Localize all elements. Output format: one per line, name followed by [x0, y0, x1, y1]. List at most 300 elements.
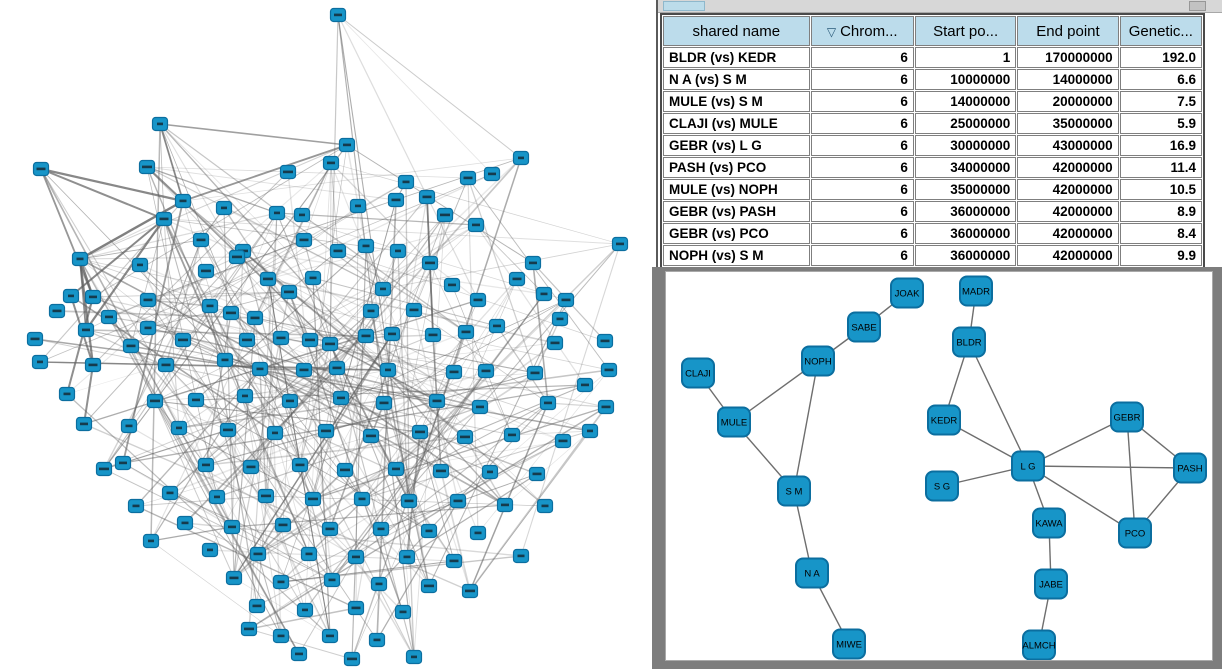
node-label-smudge	[133, 505, 140, 508]
network-node[interactable]	[218, 354, 233, 367]
table-cell-shared_name: NOPH (vs) S M	[663, 245, 810, 266]
network-node[interactable]	[153, 118, 168, 131]
network-node[interactable]	[364, 305, 379, 318]
network-node[interactable]	[510, 273, 525, 286]
network-node[interactable]	[364, 430, 379, 443]
network-node[interactable]	[133, 259, 148, 272]
network-node[interactable]	[422, 525, 437, 538]
network-node[interactable]	[553, 313, 568, 326]
network-node-NA[interactable]	[796, 559, 828, 588]
network-node[interactable]	[445, 279, 460, 292]
node-label-smudge	[31, 338, 40, 341]
node-label-smudge	[119, 462, 127, 465]
network-node[interactable]	[73, 253, 88, 266]
network-node[interactable]	[253, 363, 268, 376]
scrollbar-thumb[interactable]	[663, 1, 705, 11]
network-node[interactable]	[203, 300, 218, 313]
network-node[interactable]	[528, 367, 543, 380]
node-label-smudge	[283, 171, 293, 174]
table-row[interactable]	[663, 245, 1202, 266]
node-label-smudge	[465, 590, 475, 593]
network-node[interactable]	[490, 320, 505, 333]
network-node[interactable]	[391, 245, 406, 258]
node-label-smudge	[450, 560, 459, 563]
node-label-smudge	[286, 400, 294, 403]
network-node[interactable]	[359, 240, 374, 253]
table-cell-end_point: 42000000	[1017, 245, 1118, 266]
network-edge-GEBR-PCO	[1127, 417, 1135, 533]
network-node[interactable]	[210, 491, 225, 504]
node-label: SABE	[851, 322, 877, 334]
network-node[interactable]	[578, 379, 593, 392]
node-label: S G	[933, 481, 951, 493]
network-node[interactable]	[77, 418, 92, 431]
network-node[interactable]	[293, 459, 308, 472]
network-node[interactable]	[613, 238, 628, 251]
table-row[interactable]	[663, 69, 1202, 90]
network-node[interactable]	[377, 397, 392, 410]
filter-icon[interactable]: ▽	[826, 24, 837, 39]
network-node-GEBR[interactable]	[1111, 403, 1143, 432]
table-row[interactable]	[663, 179, 1202, 200]
network-node[interactable]	[163, 487, 178, 500]
network-node[interactable]	[224, 307, 239, 320]
network-node[interactable]	[349, 551, 364, 564]
node-label-smudge	[300, 239, 309, 242]
network-node[interactable]	[230, 251, 245, 264]
network-node[interactable]	[176, 195, 191, 208]
network-node[interactable]	[157, 213, 172, 226]
network-node[interactable]	[402, 495, 417, 508]
node-label-smudge	[352, 556, 360, 559]
network-node[interactable]	[430, 395, 445, 408]
network-node[interactable]	[530, 468, 545, 481]
network-node[interactable]	[306, 272, 321, 285]
node-label-smudge	[544, 402, 552, 405]
network-node[interactable]	[469, 219, 484, 232]
network-node[interactable]	[238, 390, 253, 403]
network-node[interactable]	[420, 191, 435, 204]
network-node[interactable]	[297, 234, 312, 247]
network-node[interactable]	[60, 388, 75, 401]
network-node[interactable]	[537, 288, 552, 301]
table-cell-genetic: 8.9	[1120, 201, 1202, 222]
table-header-row	[663, 16, 1202, 46]
network-node[interactable]	[324, 157, 339, 170]
network-node[interactable]	[50, 305, 65, 318]
network-node[interactable]	[298, 604, 313, 617]
network-node[interactable]	[295, 209, 310, 222]
network-node[interactable]	[86, 359, 101, 372]
network-node[interactable]	[122, 420, 137, 433]
node-label: ALMCH	[1022, 640, 1056, 652]
node-label-smudge	[178, 339, 188, 342]
network-node-PCO[interactable]	[1119, 519, 1151, 548]
network-node[interactable]	[372, 578, 387, 591]
network-node[interactable]	[514, 152, 529, 165]
network-node[interactable]	[385, 328, 400, 341]
network-node[interactable]	[159, 359, 174, 372]
node-label-smudge	[562, 299, 571, 302]
network-node-SM[interactable]	[778, 477, 810, 506]
network-node[interactable]	[376, 283, 391, 296]
network-node-ALMCH[interactable]	[1022, 631, 1055, 660]
network-node[interactable]	[461, 172, 476, 185]
network-node[interactable]	[283, 395, 298, 408]
network-node[interactable]	[463, 585, 478, 598]
network-node[interactable]	[479, 365, 494, 378]
network-node[interactable]	[259, 490, 274, 503]
network-node[interactable]	[351, 200, 366, 213]
network-node[interactable]	[281, 166, 296, 179]
node-label-smudge	[488, 173, 496, 176]
network-node[interactable]	[79, 324, 94, 337]
table-scrollbar[interactable]	[658, 0, 1222, 13]
node-label-smudge	[602, 406, 611, 409]
node-label-smudge	[207, 305, 214, 308]
network-node[interactable]	[451, 495, 466, 508]
network-node[interactable]	[473, 401, 488, 414]
network-node[interactable]	[370, 634, 385, 647]
network-node[interactable]	[526, 257, 541, 270]
column-header-shared_name[interactable]	[663, 16, 810, 46]
table-cell-genetic: 6.6	[1120, 69, 1202, 90]
table-cell-shared_name: MULE (vs) S M	[663, 91, 810, 112]
node-label-smudge	[157, 123, 163, 126]
network-node[interactable]	[413, 426, 428, 439]
network-node[interactable]	[261, 273, 276, 286]
network-node[interactable]	[240, 334, 255, 347]
network-node[interactable]	[338, 464, 353, 477]
network-node[interactable]	[144, 535, 159, 548]
network-node[interactable]	[282, 286, 297, 299]
table-cell-chromosome: 6	[811, 201, 914, 222]
network-node[interactable]	[297, 364, 312, 377]
node-label-smudge	[278, 581, 285, 584]
network-edge	[147, 167, 277, 213]
node-label-smudge	[221, 207, 227, 210]
node-label: L G	[1020, 461, 1036, 473]
table-cell-chromosome: 6	[811, 135, 914, 156]
network-node[interactable]	[303, 334, 318, 347]
network-edge	[136, 506, 356, 608]
network-node[interactable]	[292, 648, 307, 661]
network-node[interactable]	[217, 202, 232, 215]
network-node[interactable]	[359, 330, 374, 343]
network-node[interactable]	[227, 572, 242, 585]
table-row[interactable]	[663, 223, 1202, 244]
network-node[interactable]	[438, 209, 453, 222]
network-node[interactable]	[124, 340, 139, 353]
node-label-smudge	[150, 400, 160, 403]
node-label-smudge	[99, 468, 109, 471]
table-row[interactable]	[663, 91, 1202, 112]
network-node[interactable]	[498, 499, 513, 512]
network-node-BLDR[interactable]	[953, 328, 985, 357]
network-node[interactable]	[251, 548, 266, 561]
network-node[interactable]	[129, 500, 144, 513]
network-node[interactable]	[276, 519, 291, 532]
network-node-JOAK[interactable]	[891, 279, 923, 308]
network-node[interactable]	[505, 429, 520, 442]
network-node[interactable]	[447, 555, 462, 568]
network-node[interactable]	[485, 168, 500, 181]
network-node[interactable]	[323, 338, 338, 351]
node-label-smudge	[551, 342, 560, 345]
network-node[interactable]	[541, 397, 556, 410]
network-node[interactable]	[389, 194, 404, 207]
network-edge	[468, 178, 609, 370]
network-node[interactable]	[86, 291, 101, 304]
network-node-PASH[interactable]	[1174, 454, 1206, 483]
network-edge	[338, 15, 521, 158]
node-label-smudge	[89, 296, 97, 299]
column-header-label: Genetic...	[1128, 22, 1193, 40]
network-node[interactable]	[274, 332, 289, 345]
network-node[interactable]	[349, 602, 364, 615]
node-label-smudge	[362, 335, 371, 338]
network-node[interactable]	[189, 394, 204, 407]
network-node[interactable]	[176, 334, 191, 347]
table-cell-start_position: 35000000	[915, 179, 1016, 200]
network-node[interactable]	[178, 517, 193, 530]
network-node[interactable]	[274, 630, 289, 643]
node-label-smudge	[105, 316, 113, 319]
network-node[interactable]	[274, 576, 289, 589]
table-cell-end_point: 42000000	[1017, 157, 1118, 178]
network-node-KEDR[interactable]	[928, 406, 960, 435]
network-detail-canvas[interactable]	[666, 272, 1212, 660]
node-label-smudge	[53, 310, 62, 313]
network-node[interactable]	[248, 312, 263, 325]
node-label-smudge	[400, 611, 407, 614]
network-node[interactable]	[345, 653, 360, 666]
network-node[interactable]	[270, 207, 285, 220]
network-node[interactable]	[33, 356, 48, 369]
network-node-MULE[interactable]	[718, 408, 750, 437]
network-node[interactable]	[559, 294, 574, 307]
node-label-smudge	[559, 440, 568, 443]
table-cell-end_point: 43000000	[1017, 135, 1118, 156]
node-label: BLDR	[956, 337, 982, 349]
network-node[interactable]	[102, 311, 117, 324]
node-label-smudge	[392, 199, 401, 202]
node-label-smudge	[448, 284, 456, 287]
table-cell-genetic: 16.9	[1120, 135, 1202, 156]
network-node-MIWE[interactable]	[833, 630, 865, 659]
network-node[interactable]	[400, 551, 415, 564]
node-label-smudge	[251, 317, 260, 320]
network-node[interactable]	[141, 322, 156, 335]
table-cell-chromosome: 6	[811, 47, 914, 68]
network-node[interactable]	[203, 544, 218, 557]
network-node[interactable]	[325, 574, 340, 587]
network-node[interactable]	[244, 461, 259, 474]
network-node[interactable]	[331, 245, 346, 258]
column-header-chromosome[interactable]	[811, 16, 914, 46]
table-row[interactable]	[663, 135, 1202, 156]
network-node[interactable]	[319, 425, 334, 438]
network-node-NOPH[interactable]	[802, 347, 834, 376]
network-node-SABE[interactable]	[848, 313, 880, 342]
network-node[interactable]	[599, 401, 614, 414]
network-node[interactable]	[242, 623, 257, 636]
network-node[interactable]	[598, 335, 613, 348]
network-node[interactable]	[483, 466, 498, 479]
network-node[interactable]	[64, 290, 79, 303]
network-node[interactable]	[334, 392, 349, 405]
network-node[interactable]	[422, 580, 437, 593]
node-label-smudge	[302, 609, 308, 612]
network-node[interactable]	[194, 234, 209, 247]
node-label-smudge	[176, 427, 182, 430]
network-node[interactable]	[407, 651, 422, 664]
table-cell-start_position: 36000000	[915, 223, 1016, 244]
node-label-smudge	[334, 250, 343, 253]
network-node[interactable]	[381, 364, 396, 377]
network-node[interactable]	[389, 463, 404, 476]
network-node[interactable]	[148, 395, 163, 408]
table-row[interactable]	[663, 201, 1202, 222]
network-edge-LG-PASH	[1028, 466, 1190, 468]
node-label-smudge	[374, 639, 381, 642]
node-label-smudge	[337, 397, 345, 400]
node-label-smudge	[411, 656, 417, 659]
table-cell-shared_name: PASH (vs) PCO	[663, 157, 810, 178]
network-node-KAWA[interactable]	[1033, 509, 1065, 538]
table-cell-end_point: 42000000	[1017, 179, 1118, 200]
network-node[interactable]	[583, 425, 598, 438]
table-row[interactable]	[663, 47, 1202, 68]
network-node-JABE[interactable]	[1035, 570, 1067, 599]
network-node[interactable]	[458, 431, 473, 444]
node-label-smudge	[533, 473, 542, 476]
table-cell-chromosome: 6	[811, 157, 914, 178]
network-node[interactable]	[140, 161, 155, 174]
network-node[interactable]	[302, 548, 317, 561]
node-label-smudge	[462, 331, 471, 334]
network-node[interactable]	[538, 500, 553, 513]
node-label: KEDR	[930, 415, 958, 427]
node-label-smudge	[460, 436, 470, 439]
network-node[interactable]	[340, 139, 355, 152]
network-node-LG[interactable]	[1012, 452, 1044, 481]
network-node[interactable]	[407, 304, 422, 317]
node-label-smudge	[513, 278, 522, 281]
node-label-smudge	[77, 258, 84, 261]
network-edge	[41, 169, 164, 219]
network-node[interactable]	[447, 366, 462, 379]
column-header-label: Start po...	[933, 22, 999, 40]
scrollbar-button[interactable]	[1189, 1, 1206, 11]
network-node[interactable]	[323, 630, 338, 643]
network-node[interactable]	[423, 257, 438, 270]
column-header-label: shared name	[692, 22, 781, 40]
column-header-start_position[interactable]	[915, 16, 1016, 46]
table-row[interactable]	[663, 113, 1202, 134]
node-label: KAWA	[1035, 518, 1063, 530]
network-edge	[41, 169, 93, 297]
network-node[interactable]	[268, 427, 283, 440]
network-node-MADR[interactable]	[960, 277, 992, 306]
network-node[interactable]	[426, 329, 441, 342]
network-node[interactable]	[374, 523, 389, 536]
network-node[interactable]	[459, 326, 474, 339]
network-node[interactable]	[602, 364, 617, 377]
network-node[interactable]	[471, 527, 486, 540]
table-cell-shared_name: MULE (vs) NOPH	[663, 179, 810, 200]
table-row[interactable]	[663, 157, 1202, 178]
network-node[interactable]	[396, 606, 411, 619]
table-cell-end_point: 14000000	[1017, 69, 1118, 90]
network-node[interactable]	[199, 459, 214, 472]
node-label-smudge	[380, 402, 389, 405]
node-label: PCO	[1124, 528, 1146, 540]
network-node[interactable]	[514, 550, 529, 563]
node-label-smudge	[89, 364, 98, 367]
network-node[interactable]	[172, 422, 187, 435]
network-node[interactable]	[471, 294, 486, 307]
table-cell-chromosome: 6	[811, 179, 914, 200]
network-node[interactable]	[28, 333, 43, 346]
node-label: GEBR	[1113, 412, 1141, 424]
node-label-smudge	[464, 177, 473, 180]
network-node[interactable]	[225, 521, 240, 534]
node-label-smudge	[144, 299, 153, 302]
node-label: PASH	[1177, 463, 1203, 475]
column-header-genetic[interactable]	[1120, 16, 1202, 46]
network-node[interactable]	[556, 435, 571, 448]
node-label-smudge	[145, 327, 152, 330]
node-label-smudge	[207, 549, 213, 552]
results-table-panel	[656, 0, 1222, 267]
network-node[interactable]	[331, 9, 346, 22]
network-node[interactable]	[199, 265, 214, 278]
column-header-end_point[interactable]	[1017, 16, 1118, 46]
node-label-smudge	[272, 432, 278, 435]
network-node[interactable]	[548, 337, 563, 350]
network-node[interactable]	[434, 465, 449, 478]
network-node[interactable]	[323, 523, 338, 536]
node-label-smudge	[182, 522, 189, 525]
network-node[interactable]	[34, 163, 49, 176]
network-node-SG[interactable]	[926, 472, 958, 501]
network-node[interactable]	[116, 457, 131, 470]
node-label-smudge	[392, 468, 400, 471]
table-cell-shared_name: GEBR (vs) PASH	[663, 201, 810, 222]
table-header	[663, 16, 1202, 46]
network-node[interactable]	[330, 362, 345, 375]
network-node[interactable]	[355, 493, 370, 506]
network-node[interactable]	[250, 600, 265, 613]
node-label-smudge	[226, 312, 236, 315]
node-label-smudge	[201, 270, 211, 273]
network-node[interactable]	[141, 294, 156, 307]
node-label-smudge	[148, 540, 154, 543]
node-label-smudge	[404, 556, 411, 559]
node-label-smudge	[581, 384, 589, 387]
node-label-smudge	[228, 526, 236, 529]
node-label-smudge	[474, 299, 483, 302]
network-node[interactable]	[399, 176, 414, 189]
network-node[interactable]	[97, 463, 112, 476]
node-label-smudge	[529, 262, 537, 265]
network-node-CLAJI[interactable]	[682, 359, 714, 388]
node-label-smudge	[424, 585, 434, 588]
network-node[interactable]	[221, 424, 236, 437]
network-node[interactable]	[306, 493, 321, 506]
node-label: JABE	[1039, 579, 1063, 591]
